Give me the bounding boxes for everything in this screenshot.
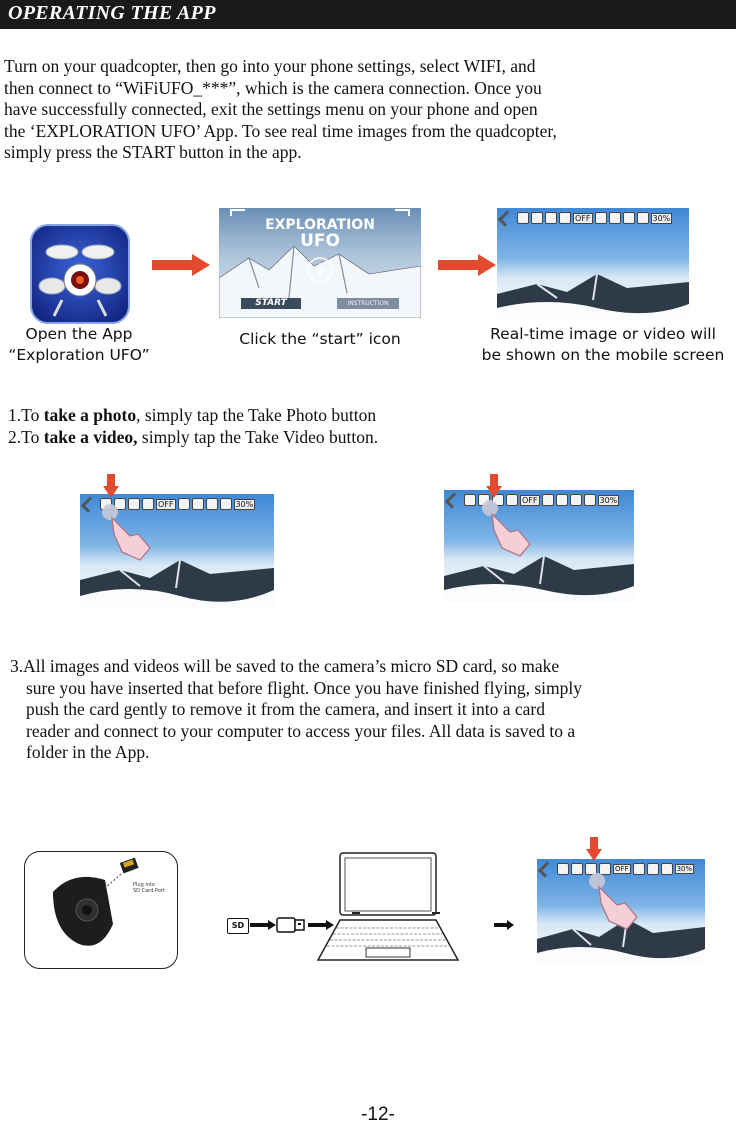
start-button[interactable]: START <box>241 298 301 309</box>
toggle-off-button[interactable]: OFF <box>615 865 629 873</box>
list-text: simply tap the Take Video button. <box>137 426 379 447</box>
move-icon[interactable] <box>556 494 568 506</box>
intro-line: the ‘EXPLORATION UFO’ App. To see real time images from the quadcopter, <box>4 120 557 141</box>
intro-line: then connect to “WiFiUFO_***”, which is the camera connection. Once you <box>4 77 542 98</box>
toggle-off-button[interactable]: OFF <box>575 213 591 223</box>
list-prefix: 2.To <box>8 426 44 447</box>
right-arrow-icon <box>494 920 514 930</box>
right-arrow-icon <box>250 920 276 930</box>
tap-hand-icon <box>587 873 647 933</box>
down-arrow-icon <box>103 474 119 498</box>
splash-screenshot <box>219 208 421 318</box>
intro-line: have successfully connected, exit the settings menu on your phone and open <box>4 99 538 119</box>
para-line: push the card gently to remove it from the camera, and insert it into a card <box>26 699 545 719</box>
gear-icon[interactable] <box>178 498 190 510</box>
move-icon[interactable] <box>609 212 621 224</box>
app-folder-screenshot <box>537 859 705 963</box>
move-icon[interactable] <box>192 498 204 510</box>
intro-paragraph <box>4 56 744 164</box>
para-line: folder in the App. <box>26 742 150 762</box>
move-icon[interactable] <box>647 863 659 875</box>
plug-label: Plug into <box>133 882 155 888</box>
photo-icon[interactable] <box>517 212 529 224</box>
realtime-caption <box>478 324 728 366</box>
rotate-icon[interactable] <box>623 212 635 224</box>
tap-hand-icon <box>100 504 160 564</box>
toggle-off-button[interactable]: OFF <box>158 499 174 509</box>
edit-icon[interactable] <box>661 863 673 875</box>
photo-icon[interactable] <box>557 863 569 875</box>
right-arrow-icon <box>438 254 496 276</box>
instruction-list <box>8 405 748 448</box>
page-number: -12- <box>361 1104 395 1125</box>
settings-icon[interactable] <box>559 212 571 224</box>
zoom-badge: 30% <box>652 213 671 223</box>
para-line: sure you have inserted that before flight. Once you have finished flying, simply <box>26 677 582 698</box>
intro-line: simply press the START button in the app. <box>4 142 302 162</box>
rotate-icon[interactable] <box>570 494 582 506</box>
list-prefix: 1.To <box>8 405 44 425</box>
laptop-icon <box>314 852 460 964</box>
sd-card-icon: SD <box>227 918 249 934</box>
edit-icon[interactable] <box>637 212 649 224</box>
down-arrow-icon <box>486 474 502 498</box>
tap-hand-icon <box>480 500 540 560</box>
toggle-off-button[interactable]: OFF <box>522 495 538 505</box>
back-icon[interactable] <box>445 492 461 508</box>
app-icon-caption <box>4 324 154 366</box>
edit-icon[interactable] <box>584 494 596 506</box>
instruction-button[interactable]: INSTRUCTION <box>337 298 399 309</box>
start-caption: Click the “start” icon <box>239 330 401 348</box>
sd-card-paragraph <box>10 656 756 764</box>
zoom-badge: 30% <box>235 499 254 509</box>
section-title: OPERATING THE APP <box>8 2 216 24</box>
splash-title: EXPLORATION <box>265 217 375 233</box>
edit-icon[interactable] <box>220 498 232 510</box>
caption-line: be shown on the mobile screen <box>481 346 725 364</box>
caption-line: Real-time image or video will <box>490 325 716 343</box>
splash-title-2: UFO <box>300 231 340 251</box>
list-item-photo <box>8 405 748 427</box>
app-toolbar <box>497 210 689 226</box>
video-icon[interactable] <box>571 863 583 875</box>
rotate-icon[interactable] <box>206 498 218 510</box>
drone-icon <box>32 226 128 322</box>
back-icon[interactable] <box>538 861 554 877</box>
take-photo-screenshot <box>80 494 274 608</box>
back-icon[interactable] <box>81 496 97 512</box>
list-bold: take a photo <box>43 405 137 425</box>
take-video-screenshot <box>444 490 634 602</box>
realtime-screenshot <box>497 208 689 320</box>
camera-sd-photo <box>24 851 178 969</box>
para-line: 3.All images and videos will be saved to the camera’s micro SD card, so make <box>10 656 560 676</box>
right-arrow-icon <box>152 254 210 276</box>
section-header <box>0 0 736 29</box>
zoom-badge: 30% <box>676 865 693 873</box>
zoom-badge: 30% <box>599 495 618 505</box>
camera-icon <box>25 852 177 968</box>
down-arrow-icon <box>586 837 602 861</box>
list-bold: take a video, <box>43 426 138 447</box>
plug-label: SD Card Port <box>133 888 165 894</box>
intro-line: Turn on your quadcopter, then go into your phone settings, select WIFI, and <box>4 56 536 76</box>
gallery-icon[interactable] <box>545 212 557 224</box>
gear-icon[interactable] <box>595 212 607 224</box>
back-icon[interactable] <box>498 210 514 226</box>
caption-line: Open the App <box>25 325 133 343</box>
list-text: , simply tap the Take Photo button <box>136 405 377 425</box>
card-reader-icon <box>276 915 306 935</box>
video-icon[interactable] <box>531 212 543 224</box>
para-line: reader and connect to your computer to access your files. All data is saved to a <box>26 720 576 741</box>
app-icon-image <box>30 224 130 324</box>
gear-icon[interactable] <box>542 494 554 506</box>
list-item-video <box>8 427 748 449</box>
caption-line: “Exploration UFO” <box>8 346 150 364</box>
photo-icon[interactable] <box>464 494 476 506</box>
